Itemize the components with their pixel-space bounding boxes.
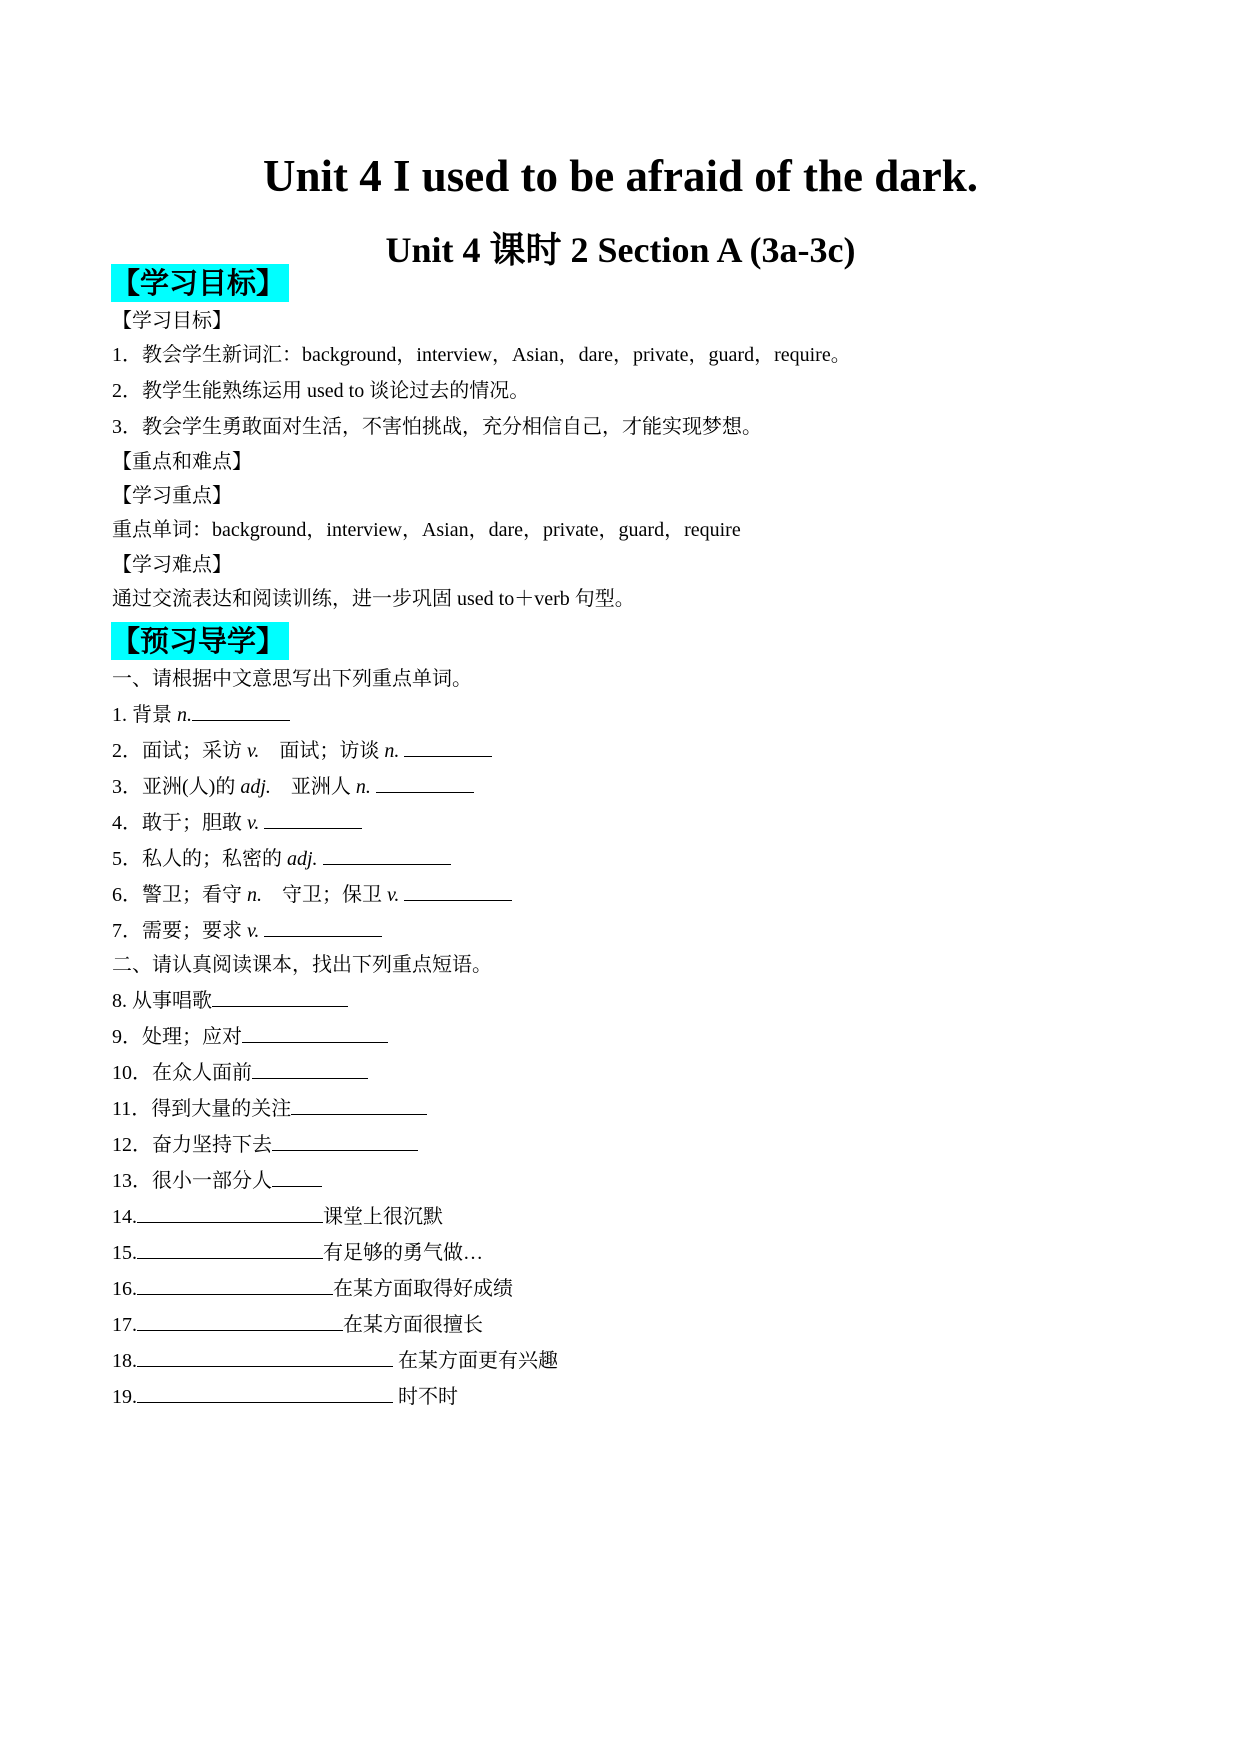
phrase-item-17: 17. 在某方面很擅长 xyxy=(112,1310,483,1339)
answer-blank[interactable] xyxy=(137,1346,393,1367)
phrase-item-16: 16. 在某方面取得好成绩 xyxy=(112,1274,513,1303)
phrase-item-18: 18. 在某方面更有兴趣 xyxy=(112,1346,558,1375)
page-title: Unit 4 I used to be afraid of the dark. xyxy=(262,151,979,201)
key-text: 重点单词：background，interview，Asian，dare，private，guard，require xyxy=(112,519,741,541)
answer-blank[interactable] xyxy=(212,986,348,1007)
key-label: 【学习重点】 xyxy=(112,485,232,507)
word-item-7: 7．需要；要求 v. xyxy=(112,916,382,945)
answer-blank[interactable] xyxy=(323,844,451,865)
answer-blank[interactable] xyxy=(404,736,492,757)
answer-blank[interactable] xyxy=(272,1166,322,1187)
phrase-item-15: 15. 有足够的勇气做… xyxy=(112,1238,483,1267)
phrase-item-9: 9．处理；应对 xyxy=(112,1022,388,1051)
part1-heading: 一、请根据中文意思写出下列重点单词。 xyxy=(112,668,472,690)
answer-blank[interactable] xyxy=(137,1238,323,1259)
phrase-item-10: 10．在众人面前 xyxy=(112,1058,368,1087)
phrase-item-19: 19. 时不时 xyxy=(112,1382,458,1411)
phrase-item-12: 12．奋力坚持下去 xyxy=(112,1130,418,1159)
word-item-2: 2．面试；采访 v. 面试；访谈 n. xyxy=(112,736,492,765)
answer-blank[interactable] xyxy=(242,1022,388,1043)
answer-blank[interactable] xyxy=(404,880,512,901)
goals-label: 【学习目标】 xyxy=(112,310,232,332)
word-item-4: 4．敢于；胆敢 v. xyxy=(112,808,362,837)
answer-blank[interactable] xyxy=(291,1094,427,1115)
answer-blank[interactable] xyxy=(137,1274,333,1295)
answer-blank[interactable] xyxy=(137,1202,323,1223)
answer-blank[interactable] xyxy=(264,808,362,829)
word-item-5: 5．私人的；私密的 adj. xyxy=(112,844,451,873)
phrase-item-13: 13．很小一部分人 xyxy=(112,1166,322,1195)
page-subtitle: Unit 4 课时 2 Section A (3a-3c) xyxy=(385,230,856,270)
phrase-item-14: 14. 课堂上很沉默 xyxy=(112,1202,443,1231)
section-banner-goals: 【学习目标】 xyxy=(111,264,289,302)
key-difficult-label: 【重点和难点】 xyxy=(112,451,252,473)
word-item-3: 3．亚洲(人)的 adj. 亚洲人 n. xyxy=(112,772,474,801)
word-item-1: 1. 背景 n. xyxy=(112,700,290,729)
goal-item-1: 1．教会学生新词汇：background，interview，Asian，dare，private，guard，require。 xyxy=(112,344,851,366)
answer-blank[interactable] xyxy=(272,1130,418,1151)
section-banner-preview: 【预习导学】 xyxy=(111,622,289,660)
difficult-label: 【学习难点】 xyxy=(112,554,232,576)
word-item-6: 6．警卫；看守 n. 守卫；保卫 v. xyxy=(112,880,512,909)
goal-item-2: 2．教学生能熟练运用 used to 谈论过去的情况。 xyxy=(112,380,530,402)
goal-item-3: 3．教会学生勇敢面对生活，不害怕挑战，充分相信自己，才能实现梦想。 xyxy=(112,416,762,438)
answer-blank[interactable] xyxy=(192,700,290,721)
answer-blank[interactable] xyxy=(264,916,382,937)
part2-heading: 二、请认真阅读课本，找出下列重点短语。 xyxy=(112,954,492,976)
answer-blank[interactable] xyxy=(137,1310,343,1331)
phrase-item-11: 11．得到大量的关注 xyxy=(112,1094,427,1123)
answer-blank[interactable] xyxy=(137,1382,393,1403)
phrase-item-8: 8. 从事唱歌 xyxy=(112,986,348,1015)
answer-blank[interactable] xyxy=(376,772,474,793)
difficult-text: 通过交流表达和阅读训练，进一步巩固 used to＋verb 句型。 xyxy=(112,588,635,610)
answer-blank[interactable] xyxy=(252,1058,368,1079)
